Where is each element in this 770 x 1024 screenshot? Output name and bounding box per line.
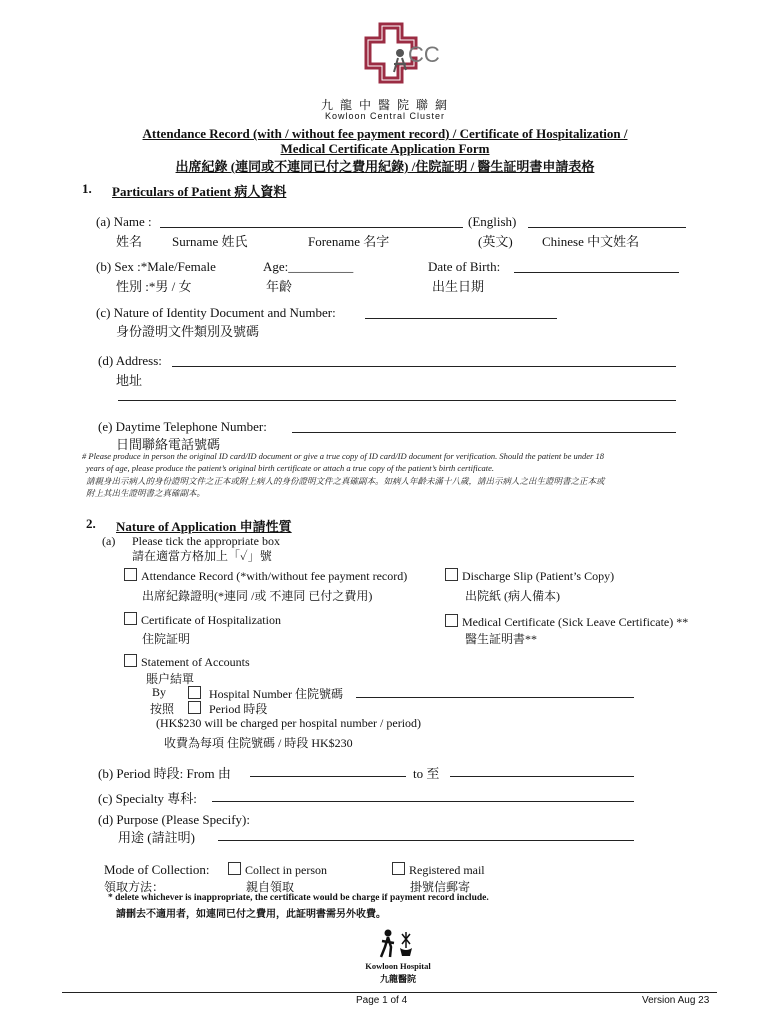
section1-number: 1. — [82, 181, 92, 196]
section2-number: 2. — [86, 516, 96, 531]
id-note-zh-line2: 附上其出生證明書之真確副本。 — [86, 488, 206, 498]
period-option[interactable] — [188, 700, 267, 717]
english-label: (English) — [468, 214, 517, 229]
collect-in-person-checkbox[interactable] — [228, 862, 241, 875]
charge-note-zh: 收費為每項 住院號碼 / 時段 HK$230 — [164, 736, 353, 750]
id-zh-label: 身份證明文件類別及號碼 — [116, 324, 260, 339]
statement-accounts-zh: 賬户結單 — [146, 672, 195, 686]
id-note-en-line2: years of age, please produce the patient’s original birth certificate or attach a true copy of the patient’s birth certificate. — [86, 463, 495, 473]
phone-field[interactable] — [292, 432, 676, 433]
address-label: (d) Address: — [98, 353, 162, 368]
hospital-number-field[interactable] — [356, 697, 634, 698]
purpose-zh-label: 用途 (請註明) — [118, 830, 195, 845]
certificate-hospitalization-option[interactable] — [124, 612, 281, 628]
logo-text: CC — [408, 42, 440, 67]
certificate-hospitalization-zh: 住院証明 — [142, 632, 191, 646]
name-english-field[interactable] — [160, 227, 463, 228]
address-field-line1[interactable] — [172, 366, 676, 367]
kowloon-hospital-logo-icon — [378, 928, 418, 960]
specialty-field[interactable] — [212, 801, 634, 802]
delete-note-en: * delete whichever is inappropriate, the certificate would be charge if payment record include. — [108, 893, 489, 903]
english-zh-label: (英文) — [478, 234, 513, 249]
statement-accounts-checkbox[interactable] — [124, 654, 137, 667]
attendance-record-option[interactable] — [124, 568, 407, 584]
attendance-record-label: Attendance Record (*with/without fee payment record) — [141, 569, 408, 583]
surname-label: Surname 姓氏 — [172, 234, 248, 249]
id-note-zh-line1: 請親身出示病人的身份證明文件之正本或附上病人的身份證明文件之真確副本。如病人年齡未滿十八歲，請出示病人之出生證明書之正本或 — [86, 476, 605, 486]
collect-in-person-option[interactable] — [228, 862, 327, 878]
section1-heading: Particulars of Patient 病人資料 — [112, 184, 287, 199]
chinese-name-label: Chinese 中文姓名 — [542, 234, 640, 249]
medical-certificate-checkbox[interactable] — [445, 614, 458, 627]
name-label: (a) Name : — [96, 214, 152, 229]
registered-mail-checkbox[interactable] — [392, 862, 405, 875]
dob-zh-label: 出生日期 — [432, 279, 485, 294]
medical-certificate-zh: 醫生証明書** — [465, 632, 538, 646]
form-title-line2: Medical Certificate Application Form — [280, 141, 490, 156]
discharge-slip-option[interactable] — [445, 568, 614, 584]
phone-label: (e) Daytime Telephone Number: — [98, 419, 267, 434]
certificate-hospitalization-label: Certificate of Hospitalization — [141, 613, 281, 627]
by-zh-label: 按照 — [150, 702, 175, 716]
discharge-slip-checkbox[interactable] — [445, 568, 458, 581]
charge-note-en: (HK$230 will be charged per hospital number / period) — [156, 716, 422, 730]
period-to-label: to 至 — [413, 766, 440, 781]
registered-mail-label: Registered mail — [409, 863, 485, 877]
attendance-record-zh: 出席紀錄證明(*連同 /或 不連同 已付之費用) — [142, 589, 373, 603]
phone-zh-label: 日間聯絡電話號碼 — [116, 437, 221, 452]
discharge-slip-label: Discharge Slip (Patient’s Copy) — [462, 569, 615, 583]
purpose-field[interactable] — [218, 840, 634, 841]
collect-in-person-zh: 親自領取 — [246, 880, 295, 894]
medical-certificate-label: Medical Certificate (Sick Leave Certificate) ** — [462, 615, 689, 629]
by-label: By — [152, 685, 167, 699]
period-from-field[interactable] — [250, 776, 406, 777]
period-checkbox[interactable] — [188, 701, 201, 714]
kcc-logo — [358, 20, 448, 90]
forename-label: Forename 名字 — [308, 234, 390, 249]
footer-divider — [62, 992, 717, 993]
registered-mail-zh: 掛號信郵寄 — [410, 880, 471, 894]
collect-in-person-label: Collect in person — [245, 863, 327, 877]
dob-label: Date of Birth: — [428, 259, 501, 274]
sex-zh-label: 性別 :*男 / 女 — [116, 279, 192, 294]
medical-certificate-option[interactable] — [445, 614, 688, 630]
statement-accounts-label: Statement of Accounts — [141, 655, 250, 669]
sex-label: (b) Sex :*Male/Female — [96, 259, 216, 274]
kowloon-hospital-logo — [378, 928, 418, 960]
id-field[interactable] — [365, 318, 557, 319]
footer-hospital-zh: 九龍醫院 — [379, 974, 416, 984]
name-zh-label: 姓名 — [116, 234, 143, 249]
footer-hospital-en: Kowloon Hospital — [365, 961, 431, 971]
delete-note-zh: 請刪去不適用者，如連同已付之費用，此証明書需另外收費。 — [116, 909, 386, 920]
section2-a-label: (a) — [102, 534, 116, 548]
registered-mail-option[interactable] — [392, 862, 485, 878]
name-chinese-field[interactable] — [528, 227, 686, 228]
period-to-field[interactable] — [450, 776, 634, 777]
org-name-en: Kowloon Central Cluster — [324, 111, 446, 121]
tick-instruction-zh: 請在適當方格加上「✓」號 — [132, 549, 272, 563]
org-name-zh: 九 龍 中 醫 院 聯 網 — [320, 98, 449, 112]
tick-instruction-en: Please tick the appropriate box — [132, 534, 280, 548]
age-zh-label: 年齡 — [266, 279, 293, 294]
section2-heading: Nature of Application 申請性質 — [116, 519, 292, 534]
hospital-number-label: Hospital Number 住院號碼 — [209, 687, 343, 701]
purpose-label: (d) Purpose (Please Specify): — [98, 812, 250, 827]
version-label: Version Aug 23 — [642, 995, 710, 1006]
id-label: (c) Nature of Identity Document and Number: — [96, 305, 336, 320]
form-title-zh: 出席紀錄 (連同或不連同已付之費用紀錄) /住院証明 / 醫生証明書申請表格 — [175, 159, 595, 174]
hospital-number-checkbox[interactable] — [188, 686, 201, 699]
address-field-line2[interactable] — [118, 400, 676, 401]
dob-field[interactable] — [514, 272, 679, 273]
age-label[interactable]: Age:__________ — [263, 259, 354, 274]
id-note-en-line1: # Please produce in person the original ID card/ID document or give a true copy of ID card/ID document for verification. Should the patient be under 18 — [82, 451, 604, 461]
address-zh-label: 地址 — [116, 373, 143, 388]
page-number: Page 1 of 4 — [356, 995, 408, 1006]
specialty-label: (c) Specialty 專科: — [98, 791, 197, 806]
collection-zh-label: 領取方法： — [104, 880, 165, 894]
form-title-line1: Attendance Record (with / without fee payment record) / Certificate of Hospitalization / — [142, 126, 628, 141]
discharge-slip-zh: 出院紙 (病人備本) — [465, 589, 560, 603]
certificate-hospitalization-checkbox[interactable] — [124, 612, 137, 625]
statement-accounts-option[interactable] — [124, 654, 250, 670]
period-label: (b) Period 時段: From 由 — [98, 766, 231, 781]
collection-label: Mode of Collection: — [104, 862, 210, 877]
period-option-label: Period 時段 — [209, 702, 268, 716]
attendance-record-checkbox[interactable] — [124, 568, 137, 581]
